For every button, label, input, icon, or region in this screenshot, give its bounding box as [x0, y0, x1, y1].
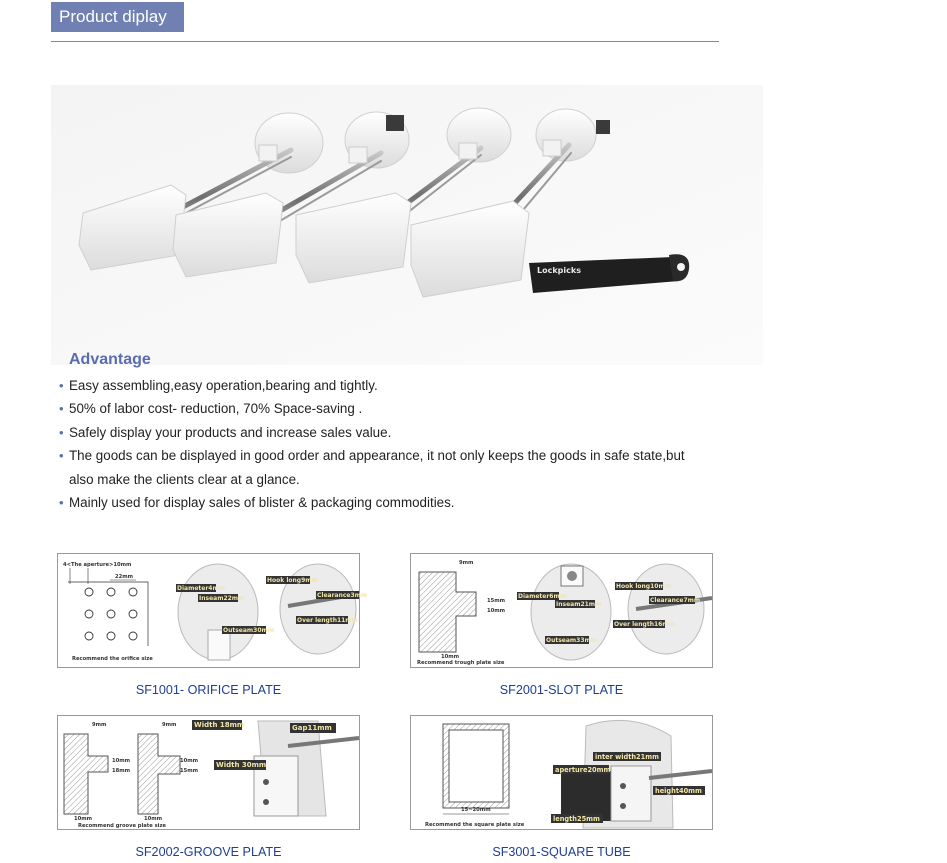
svg-text:9mm: 9mm: [92, 722, 107, 728]
svg-text:Gap11mm: Gap11mm: [292, 724, 332, 732]
svg-text:Over length16mm: Over length16mm: [614, 621, 675, 628]
svg-text:height40mm: height40mm: [655, 787, 702, 795]
key-brand-text: Lockpicks: [537, 266, 581, 275]
bullet-icon: •: [59, 448, 64, 464]
svg-text:Outseam33mm: Outseam33mm: [546, 637, 598, 644]
plate-card-orifice: [57, 553, 368, 668]
bullet-icon: •: [59, 401, 64, 417]
svg-text:18mm: 18mm: [112, 768, 131, 774]
plate-caption-square: SF3001-SQUARE TUBE: [492, 845, 631, 859]
product-photo: [51, 85, 763, 365]
slot-plate-diagram: [411, 554, 712, 667]
svg-text:9mm: 9mm: [162, 722, 177, 728]
orifice-plate-diagram: [58, 554, 368, 667]
svg-text:Outseam30mm: Outseam30mm: [223, 627, 275, 634]
svg-text:10mm: 10mm: [144, 816, 163, 822]
svg-text:Inseam21mm: Inseam21mm: [556, 601, 602, 608]
recommend-label: Recommend groove plate size: [78, 823, 166, 829]
svg-text:length25mm: length25mm: [553, 815, 600, 823]
svg-text:aperture20mm: aperture20mm: [555, 766, 611, 774]
svg-text:10mm: 10mm: [487, 608, 506, 614]
advantage-list: [59, 374, 709, 514]
svg-text:Hook long10mm: Hook long10mm: [616, 583, 671, 590]
plate-caption-slot: SF2001-SLOT PLATE: [499, 683, 624, 697]
list-item: • Safely display your products and increase sales value.: [59, 421, 709, 444]
svg-text:Diameter6mm: Diameter6mm: [518, 593, 566, 600]
svg-text:15mm: 15mm: [180, 768, 199, 774]
section-title: Product diplay: [51, 2, 184, 32]
svg-text:15~20mm: 15~20mm: [461, 807, 491, 813]
dim-spacing: 22mm: [115, 574, 134, 580]
orifice-holes: [85, 588, 137, 640]
svg-text:9mm: 9mm: [459, 560, 474, 566]
svg-text:Clearance3mm: Clearance3mm: [317, 592, 368, 599]
svg-text:10mm: 10mm: [441, 654, 460, 660]
recommend-label: Recommend the square plate size: [425, 822, 525, 828]
recommend-label: Recommend trough plate size: [417, 660, 505, 666]
svg-text:Width 18mm: Width 18mm: [194, 721, 245, 729]
plate-caption-orifice: SF1001- ORIFICE PLATE: [135, 683, 282, 697]
bullet-icon: •: [59, 378, 64, 393]
plate-card-square: [410, 715, 713, 830]
svg-text:15mm: 15mm: [487, 598, 506, 604]
dim-aperture: 4<The aperture>10mm: [63, 562, 132, 568]
plate-card-groove: [57, 715, 360, 830]
bullet-icon: •: [59, 495, 64, 511]
plate-card-slot: [410, 553, 713, 668]
svg-text:Diameter4mm: Diameter4mm: [177, 585, 225, 592]
svg-text:10mm: 10mm: [74, 816, 93, 822]
list-item: • Mainly used for display sales of blister & packaging commodities.: [59, 491, 709, 514]
svg-text:10mm: 10mm: [112, 758, 131, 764]
svg-text:Clearance7mm: Clearance7mm: [650, 597, 701, 604]
bullet-icon: •: [59, 424, 64, 440]
list-item: • 50% of labor cost- reduction, 70% Space-saving .: [59, 397, 709, 420]
square-tube-diagram: [411, 716, 712, 829]
svg-text:Over length11mm: Over length11mm: [297, 617, 358, 624]
header-divider: [51, 41, 719, 42]
plate-caption-groove: SF2002-GROOVE PLATE: [135, 845, 282, 859]
list-item: • The goods can be displayed in good order and appearance, it not only keeps the goods in safe state,but also make the clients clear at a glance.: [59, 444, 709, 491]
svg-text:10mm: 10mm: [180, 758, 199, 764]
recommend-label: Recommend the orifice size: [72, 656, 153, 662]
advantage-title: Advantage: [69, 351, 151, 368]
list-item: • Easy assembling,easy operation,bearing and tightly.: [59, 374, 709, 397]
svg-text:Inseam22mm: Inseam22mm: [199, 595, 245, 602]
svg-text:inter width21mm: inter width21mm: [595, 753, 659, 761]
svg-text:Hook long9mm: Hook long9mm: [267, 577, 318, 584]
groove-plate-diagram: [58, 716, 359, 829]
svg-text:Width 30mm: Width 30mm: [216, 761, 267, 769]
